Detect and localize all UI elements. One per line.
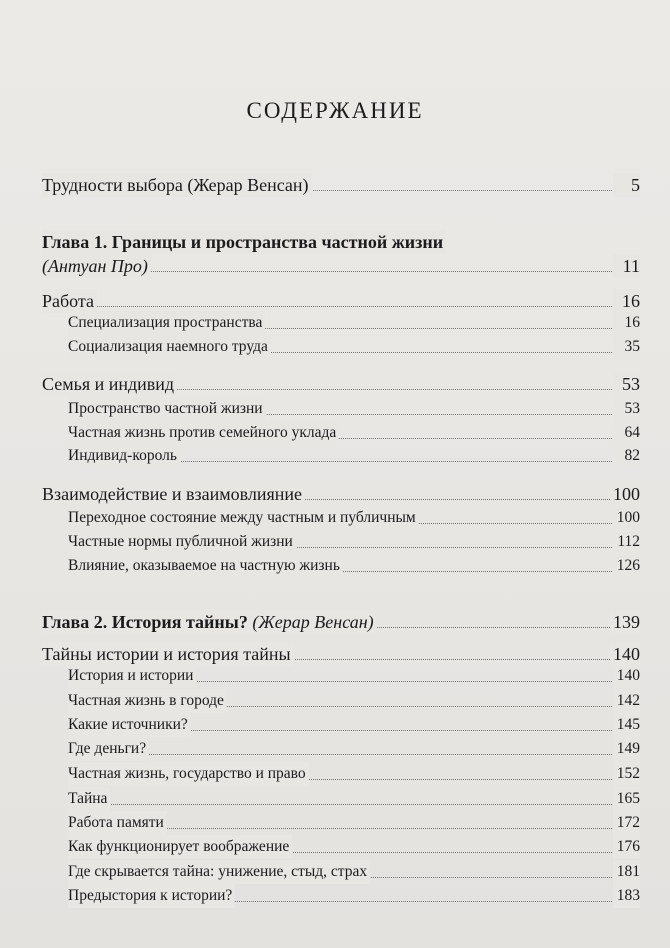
chapter-title: Глава 2. История тайны? <box>42 612 248 632</box>
entry-label: Влияние, оказываемое на частную жизнь <box>68 554 343 578</box>
chapter-1-title <box>0 230 670 254</box>
toc-subsection <box>0 762 670 786</box>
toc-subsection <box>0 530 670 554</box>
toc-section <box>0 642 670 666</box>
entry-page-number: 112 <box>613 530 640 554</box>
entry-page-number: 53 <box>613 397 640 421</box>
entry-page-number: 53 <box>613 372 640 396</box>
entry-label: Переходное состояние между частным и публичным <box>68 506 419 530</box>
entry-label: Предыстория к истории? <box>68 884 235 908</box>
entry-page-number: 35 <box>613 335 640 359</box>
entry-label: Тайна <box>68 787 110 811</box>
entry-page-number: 126 <box>613 554 640 578</box>
entry-label: Взаимодействие и взаимовлияние <box>42 482 305 506</box>
entry-page-number: 139 <box>610 610 640 634</box>
entry-page-number: 149 <box>613 737 640 761</box>
entry-label: Как функционирует воображение <box>68 835 292 859</box>
toc-subsection <box>0 335 670 359</box>
entry-page-number: 145 <box>613 713 640 737</box>
leader-dots <box>42 306 612 307</box>
toc-entry-intro <box>0 173 670 197</box>
toc-subsection <box>0 737 670 761</box>
chapter-title: Глава 1. Границы и пространства частной жизни <box>42 230 446 254</box>
toc-subsection <box>0 397 670 421</box>
entry-label: История и истории <box>68 664 196 688</box>
entry-page-number: 165 <box>613 787 640 811</box>
chapter-author: (Антуан Про) <box>42 254 151 278</box>
entry-label: Частная жизнь против семейного уклада <box>68 421 339 445</box>
entry-label: Специализация пространства <box>68 311 265 335</box>
entry-label: Индивид-король <box>68 444 180 468</box>
toc-subsection <box>0 689 670 713</box>
entry-label: Частная жизнь, государство и право <box>68 762 309 786</box>
toc-subsection <box>0 787 670 811</box>
leader-dots <box>68 804 612 805</box>
entry-page-number: 172 <box>613 811 640 835</box>
entry-page-number: 100 <box>613 506 640 530</box>
entry-label: Тайны истории и история тайны <box>42 642 294 666</box>
chapter-2-title <box>0 610 670 634</box>
entry-page-number: 16 <box>613 311 640 335</box>
toc-section <box>0 372 670 396</box>
entry-page-number: 140 <box>613 664 640 688</box>
entry-page-number: 140 <box>610 642 640 666</box>
toc-subsection <box>0 835 670 859</box>
entry-label: Где скрывается тайна: унижение, стыд, страх <box>68 860 370 884</box>
toc-subsection <box>0 311 670 335</box>
entry-page-number: 152 <box>613 762 640 786</box>
toc-section <box>0 289 670 313</box>
toc-subsection <box>0 444 670 468</box>
toc-subsection <box>0 421 670 445</box>
entry-label: Социализация наемного труда <box>68 335 271 359</box>
entry-page-number: 183 <box>613 884 640 908</box>
chapter-author: (Жерар Венсан) <box>252 612 374 632</box>
entry-page-number: 16 <box>613 289 640 313</box>
toc-subsection <box>0 860 670 884</box>
leader-dots <box>68 754 612 755</box>
entry-label: Частная жизнь в городе <box>68 689 227 713</box>
entry-label: Семья и индивид <box>42 372 177 396</box>
toc-section <box>0 482 670 506</box>
entry-page-number: 5 <box>613 173 640 197</box>
entry-label: Работа <box>42 289 97 313</box>
entry-label: Пространство частной жизни <box>68 397 266 421</box>
entry-page-number: 11 <box>613 254 640 278</box>
entry-label: Где деньги? <box>68 737 149 761</box>
chapter-1-author-line <box>0 254 670 278</box>
entry-page-number: 100 <box>610 482 640 506</box>
entry-label: Какие источники? <box>68 713 191 737</box>
toc-subsection <box>0 664 670 688</box>
toc-subsection <box>0 506 670 530</box>
entry-label: Частные нормы публичной жизни <box>68 530 296 554</box>
entry-page-number: 142 <box>613 689 640 713</box>
entry-label: Трудности выбора (Жерар Венсан) <box>42 173 312 197</box>
entry-page-number: 64 <box>613 421 640 445</box>
entry-page-number: 82 <box>613 444 640 468</box>
toc-subsection <box>0 713 670 737</box>
toc-title: СОДЕРЖАНИЕ <box>246 98 424 123</box>
toc-subsection <box>0 554 670 578</box>
toc-subsection <box>0 884 670 908</box>
entry-label: Работа памяти <box>68 811 167 835</box>
entry-page-number: 181 <box>613 860 640 884</box>
toc-subsection <box>0 811 670 835</box>
entry-page-number: 176 <box>613 835 640 859</box>
